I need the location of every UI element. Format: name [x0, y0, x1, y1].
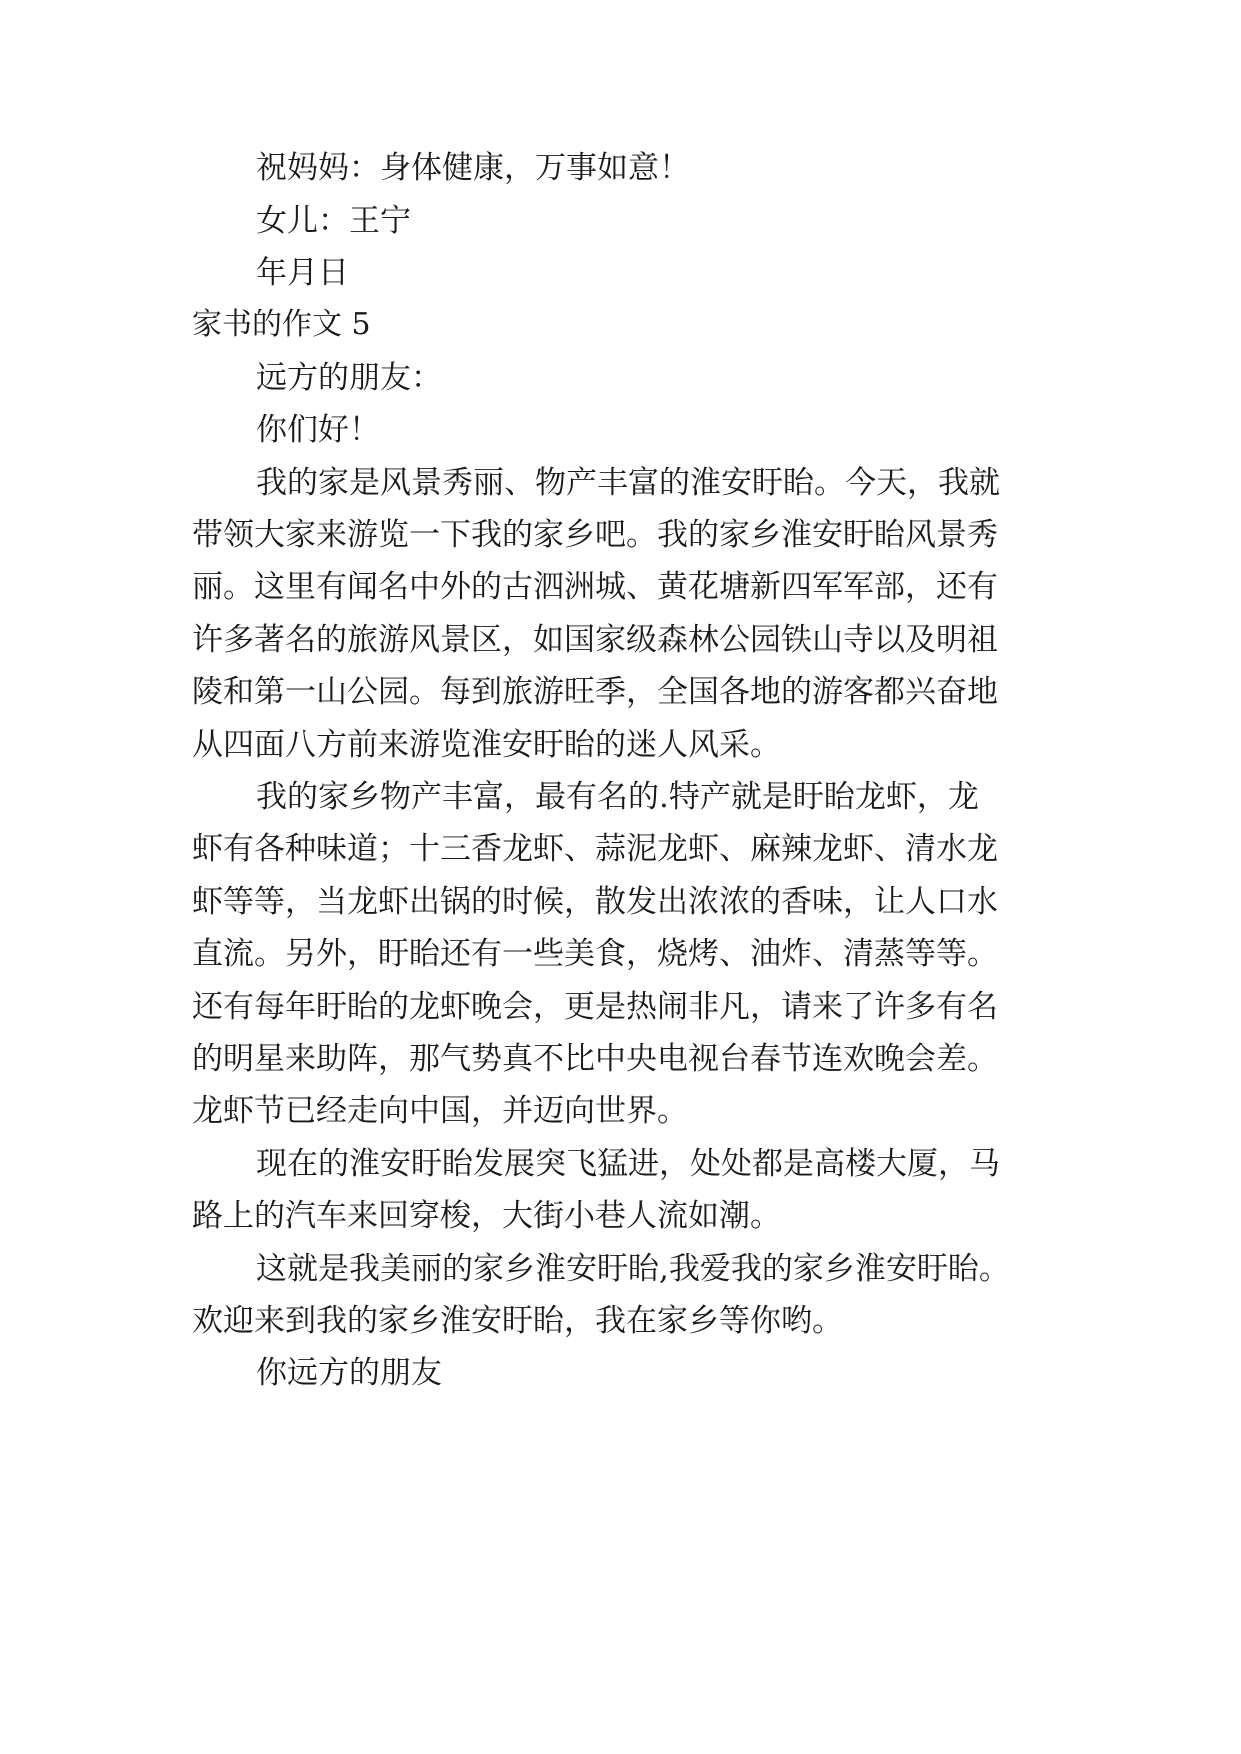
paragraph-line: 我的家是风景秀丽、物产丰富的淮安盱眙。今天，我就 — [256, 465, 1000, 501]
closing-wish-line: 祝妈妈：身体健康，万事如意！ — [256, 150, 690, 186]
paragraph-line: 虾等等，当龙虾出锅的时候，散发出浓浓的香味，让人口水 — [192, 884, 998, 920]
paragraph-line: 的明星来助阵，那气势真不比中央电视台春节连欢晚会差。 — [192, 1041, 998, 1077]
paragraph-line: 许多著名的旅游风景区，如国家级森林公园铁山寺以及明祖 — [192, 622, 998, 658]
salutation-line: 你们好！ — [256, 412, 380, 448]
paragraph-line: 虾有各种味道；十三香龙虾、蒜泥龙虾、麻辣龙虾、清水龙 — [192, 831, 998, 867]
paragraph-line: 陵和第一山公园。每到旅游旺季，全国各地的游客都兴奋地 — [192, 674, 998, 710]
paragraph-line: 丽。这里有闻名中外的古泗洲城、黄花塘新四军军部，还有 — [192, 569, 998, 605]
greeting-line: 远方的朋友： — [256, 360, 442, 396]
section-title: 家书的作文 5 — [192, 307, 371, 342]
paragraph-line: 带领大家来游览一下我的家乡吧。我的家乡淮安盱眙风景秀 — [192, 517, 998, 553]
paragraph-line: 从四面八方前来游览淮安盱眙的迷人风采。 — [192, 727, 781, 763]
closing-signature-line: 你远方的朋友 — [256, 1355, 442, 1391]
paragraph-line: 还有每年盱眙的龙虾晚会，更是热闹非凡，请来了许多有名 — [192, 989, 998, 1025]
paragraph-line: 直流。另外，盱眙还有一些美食，烧烤、油炸、清蒸等等。 — [192, 936, 998, 972]
paragraph-line: 路上的汽车来回穿梭，大街小巷人流如潮。 — [192, 1198, 781, 1234]
paragraph-line: 我的家乡物产丰富，最有名的.特产就是盱眙龙虾，龙 — [256, 779, 979, 815]
signature-line: 女儿：王宁 — [256, 203, 411, 239]
paragraph-line: 现在的淮安盱眙发展突飞猛进，处处都是高楼大厦，马 — [256, 1146, 1000, 1182]
paragraph-line: 龙虾节已经走向中国，并迈向世界。 — [192, 1093, 688, 1129]
date-line: 年月日 — [256, 255, 349, 291]
paragraph-line: 这就是我美丽的家乡淮安盱眙,我爱我的家乡淮安盱眙。 — [256, 1251, 1010, 1287]
paragraph-line: 欢迎来到我的家乡淮安盱眙，我在家乡等你哟。 — [192, 1303, 843, 1339]
